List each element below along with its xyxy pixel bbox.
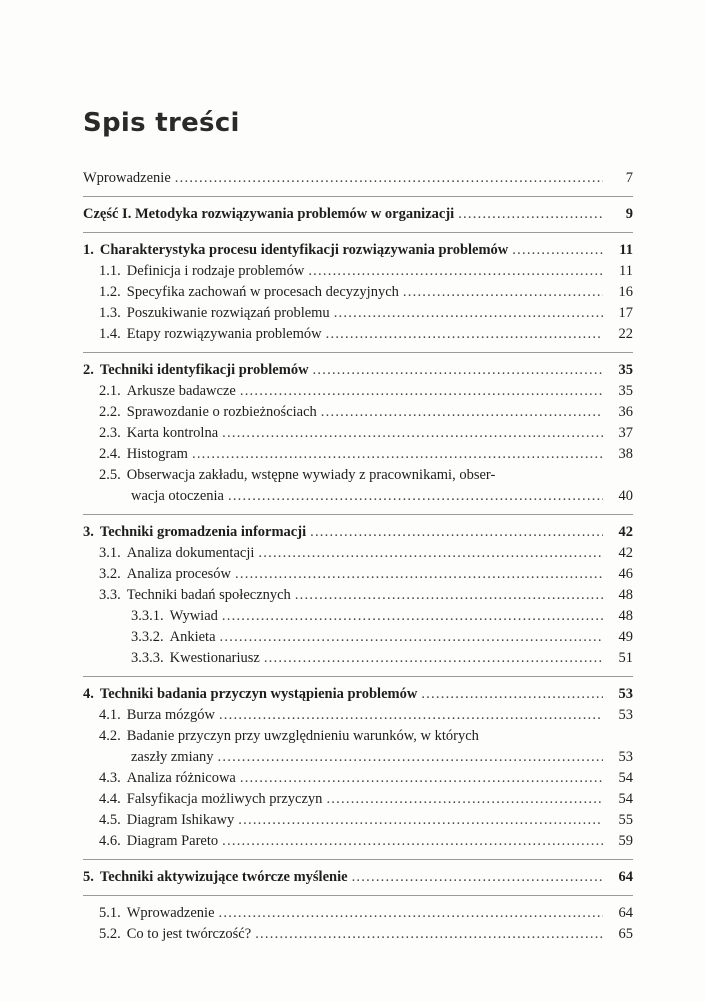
toc-page-number: 22	[618, 326, 633, 342]
toc-entry-title: Falsyfikacja możliwych przyczyn	[126, 791, 323, 807]
dot-leader	[220, 627, 603, 648]
toc-page-number: 16	[618, 284, 633, 300]
toc-entry-number: 1.	[83, 242, 94, 258]
toc-page-number: 9	[625, 206, 633, 222]
toc-entry-number: 2.1.	[99, 383, 121, 399]
dot-leader	[255, 924, 603, 945]
dot-leader	[222, 423, 603, 444]
toc-entry-section[interactable]	[83, 564, 633, 585]
toc-page-number: 11	[619, 263, 633, 279]
toc-entry-title-continued: zaszły zmiany	[131, 749, 214, 765]
toc-entry-number: 4.4.	[99, 791, 121, 807]
toc-page-number: 54	[618, 791, 633, 807]
dot-leader	[334, 303, 603, 324]
toc-entry-title: Obserwacja zakładu, wstępne wywiady z pracownikami, obser-	[126, 467, 496, 483]
toc-entry-title: Diagram Pareto	[126, 833, 219, 849]
toc-entry-title: Karta kontrolna	[126, 425, 219, 441]
toc-page-number: 40	[618, 488, 633, 504]
toc-page-number: 46	[618, 566, 633, 582]
toc-entry-subsection[interactable]	[83, 648, 633, 669]
dot-leader	[264, 648, 603, 669]
toc-page-number: 7	[625, 170, 633, 186]
toc-entry-title: Poszukiwanie rozwiązań problemu	[126, 305, 330, 321]
toc-page-number: 53	[618, 686, 633, 702]
toc-page-number: 48	[618, 608, 633, 624]
toc-entry-section[interactable]	[83, 423, 633, 444]
toc-page-number: 53	[618, 749, 633, 765]
toc-entry-title: Specyfika zachowań w procesach decyzyjnych	[126, 284, 399, 300]
toc-page-number: 55	[618, 812, 633, 828]
toc-entry-number: 2.	[83, 362, 94, 378]
dot-leader	[219, 705, 603, 726]
dot-leader	[313, 360, 603, 381]
toc-entry-title: Badanie przyczyn przy uwzględnieniu warunków, w których	[126, 728, 479, 744]
toc-entry-title: Arkusze badawcze	[126, 383, 236, 399]
toc-entry-section[interactable]	[83, 789, 633, 810]
toc-entry-number: 5.	[83, 869, 94, 885]
toc-entry-continuation[interactable]	[83, 486, 633, 507]
divider	[83, 859, 633, 860]
toc-entry-title: Techniki badań społecznych	[126, 587, 291, 603]
toc-entry-chapter[interactable]	[83, 522, 633, 543]
toc-entry-section[interactable]	[83, 303, 633, 324]
toc-entry-section[interactable]	[83, 810, 633, 831]
dot-leader	[295, 585, 603, 606]
toc-entry-number: 2.4.	[99, 446, 121, 462]
toc-entry-section[interactable]	[83, 282, 633, 303]
dot-leader	[238, 810, 603, 831]
toc-entry-title: Etapy rozwiązywania problemów	[126, 326, 322, 342]
toc-entry-title: Wprowadzenie	[83, 170, 171, 186]
toc-entry-section[interactable]	[83, 585, 633, 606]
toc-entry-number: 3.3.3.	[131, 650, 164, 666]
toc-entry-section[interactable]	[83, 444, 633, 465]
toc-entry-number: 1.3.	[99, 305, 121, 321]
toc-page-number: 53	[618, 707, 633, 723]
toc-entry-number: 5.2.	[99, 926, 121, 942]
toc-entry-subsection[interactable]	[83, 606, 633, 627]
divider	[83, 895, 633, 896]
toc-page-number: 35	[618, 362, 633, 378]
toc-entry-title: Analiza dokumentacji	[126, 545, 255, 561]
toc-entry-title: Diagram Ishikawy	[126, 812, 235, 828]
toc-entry-title: Charakterystyka procesu identyfikacji rozwiązywania problemów	[99, 242, 509, 258]
toc-entry-continuation[interactable]	[83, 747, 633, 768]
toc-entry-section[interactable]	[83, 261, 633, 282]
toc-entry-title-continued: wacja otoczenia	[131, 488, 224, 504]
toc-page-number: 42	[618, 545, 633, 561]
toc-page-number: 42	[618, 524, 633, 540]
toc-page-number: 51	[618, 650, 633, 666]
toc-page-number: 35	[618, 383, 633, 399]
toc-page-number: 59	[618, 833, 633, 849]
toc-entry-title: Techniki identyfikacji problemów	[99, 362, 309, 378]
toc-entry-chapter[interactable]	[83, 360, 633, 381]
toc-entry-title: Ankieta	[169, 629, 216, 645]
toc-entry-section[interactable]	[83, 903, 633, 924]
dot-leader	[228, 486, 603, 507]
toc-entry-section[interactable]	[83, 705, 633, 726]
dot-leader	[218, 747, 603, 768]
divider	[83, 514, 633, 515]
dot-leader	[222, 831, 603, 852]
toc-entry-section[interactable]	[83, 543, 633, 564]
toc-entry-title: Techniki gromadzenia informacji	[99, 524, 307, 540]
toc-page-number: 37	[618, 425, 633, 441]
dot-leader	[192, 444, 603, 465]
toc-entry-section[interactable]	[83, 768, 633, 789]
toc-entry-number: 3.3.	[99, 587, 121, 603]
toc-entry-number: 1.4.	[99, 326, 121, 342]
toc-page-number: 36	[618, 404, 633, 420]
divider	[83, 232, 633, 233]
toc-entry-section[interactable]	[83, 324, 633, 345]
toc-entry-title: Burza mózgów	[126, 707, 215, 723]
divider	[83, 676, 633, 677]
toc-entry-chapter[interactable]	[83, 240, 633, 261]
dot-leader	[326, 324, 603, 345]
dot-leader	[240, 768, 603, 789]
toc-entry-number: 1.2.	[99, 284, 121, 300]
toc-entry-number: 4.3.	[99, 770, 121, 786]
dot-leader	[235, 564, 603, 585]
toc-entry-number: 4.5.	[99, 812, 121, 828]
toc-entry-number: 3.3.1.	[131, 608, 164, 624]
toc-page-number: 64	[618, 869, 633, 885]
toc-entry-title: Definicja i rodzaje problemów	[126, 263, 305, 279]
toc-entry-number: 4.6.	[99, 833, 121, 849]
toc-entry-title: Analiza różnicowa	[126, 770, 236, 786]
toc-entry-introduction[interactable]	[83, 168, 633, 189]
toc-page-number: 11	[619, 242, 633, 258]
dot-leader	[403, 282, 603, 303]
dot-leader	[310, 522, 603, 543]
toc-page-number: 54	[618, 770, 633, 786]
toc-entry-title: Techniki badania przyczyn wystąpienia problemów	[99, 686, 418, 702]
toc-entry-section[interactable]	[83, 726, 633, 747]
dot-leader	[258, 543, 603, 564]
toc-entry-chapter[interactable]	[83, 867, 633, 888]
toc-entry-number: 4.2.	[99, 728, 121, 744]
toc-entry-number: 3.	[83, 524, 94, 540]
divider	[83, 352, 633, 353]
dot-leader	[326, 789, 603, 810]
toc-page-number: 17	[618, 305, 633, 321]
toc-entry-title: Wprowadzenie	[126, 905, 215, 921]
toc-entry-title: Wywiad	[169, 608, 218, 624]
toc-entry-title: Techniki aktywizujące twórcze myślenie	[99, 869, 348, 885]
toc-entry-number: 3.3.2.	[131, 629, 164, 645]
toc-entry-section[interactable]	[83, 924, 633, 945]
toc-entry-part[interactable]	[83, 204, 633, 225]
toc-entry-section[interactable]	[83, 381, 633, 402]
toc-page-number: 48	[618, 587, 633, 603]
toc-page-number: 49	[618, 629, 633, 645]
toc-entry-number: 3.1.	[99, 545, 121, 561]
toc-entry-title: Co to jest twórczość?	[126, 926, 252, 942]
toc-entry-chapter[interactable]	[83, 684, 633, 705]
dot-leader	[175, 168, 603, 189]
toc-entry-number: 5.1.	[99, 905, 121, 921]
toc-entry-subsection[interactable]	[83, 627, 633, 648]
dot-leader	[222, 606, 603, 627]
dot-leader	[512, 240, 603, 261]
toc-entry-title: Kwestionariusz	[169, 650, 260, 666]
dot-leader	[240, 381, 603, 402]
toc-page-number: 65	[618, 926, 633, 942]
dot-leader	[352, 867, 603, 888]
toc-entry-number: 2.2.	[99, 404, 121, 420]
toc-entry-section[interactable]	[83, 831, 633, 852]
toc-entry-number: 2.3.	[99, 425, 121, 441]
toc-entry-number: 3.2.	[99, 566, 121, 582]
dot-leader	[458, 204, 603, 225]
toc-entry-number: 4.	[83, 686, 94, 702]
toc-entry-number: 1.1.	[99, 263, 121, 279]
toc-entry-title: Część I. Metodyka rozwiązywania problemów w organizacji	[83, 206, 455, 222]
toc-entry-title: Sprawozdanie o rozbieżnościach	[126, 404, 317, 420]
dot-leader	[321, 402, 603, 423]
toc-entry-section[interactable]	[83, 465, 633, 486]
dot-leader	[308, 261, 603, 282]
toc-entry-number: 2.5.	[99, 467, 121, 483]
table-of-contents	[83, 168, 633, 945]
toc-page-number: 38	[618, 446, 633, 462]
divider	[83, 196, 633, 197]
toc-page-number: 64	[618, 905, 633, 921]
dot-leader	[219, 903, 603, 924]
dot-leader	[421, 684, 603, 705]
page-title: Spis treści	[83, 108, 240, 138]
toc-entry-title: Histogram	[126, 446, 188, 462]
toc-entry-number: 4.1.	[99, 707, 121, 723]
toc-entry-title: Analiza procesów	[126, 566, 232, 582]
toc-entry-section[interactable]	[83, 402, 633, 423]
